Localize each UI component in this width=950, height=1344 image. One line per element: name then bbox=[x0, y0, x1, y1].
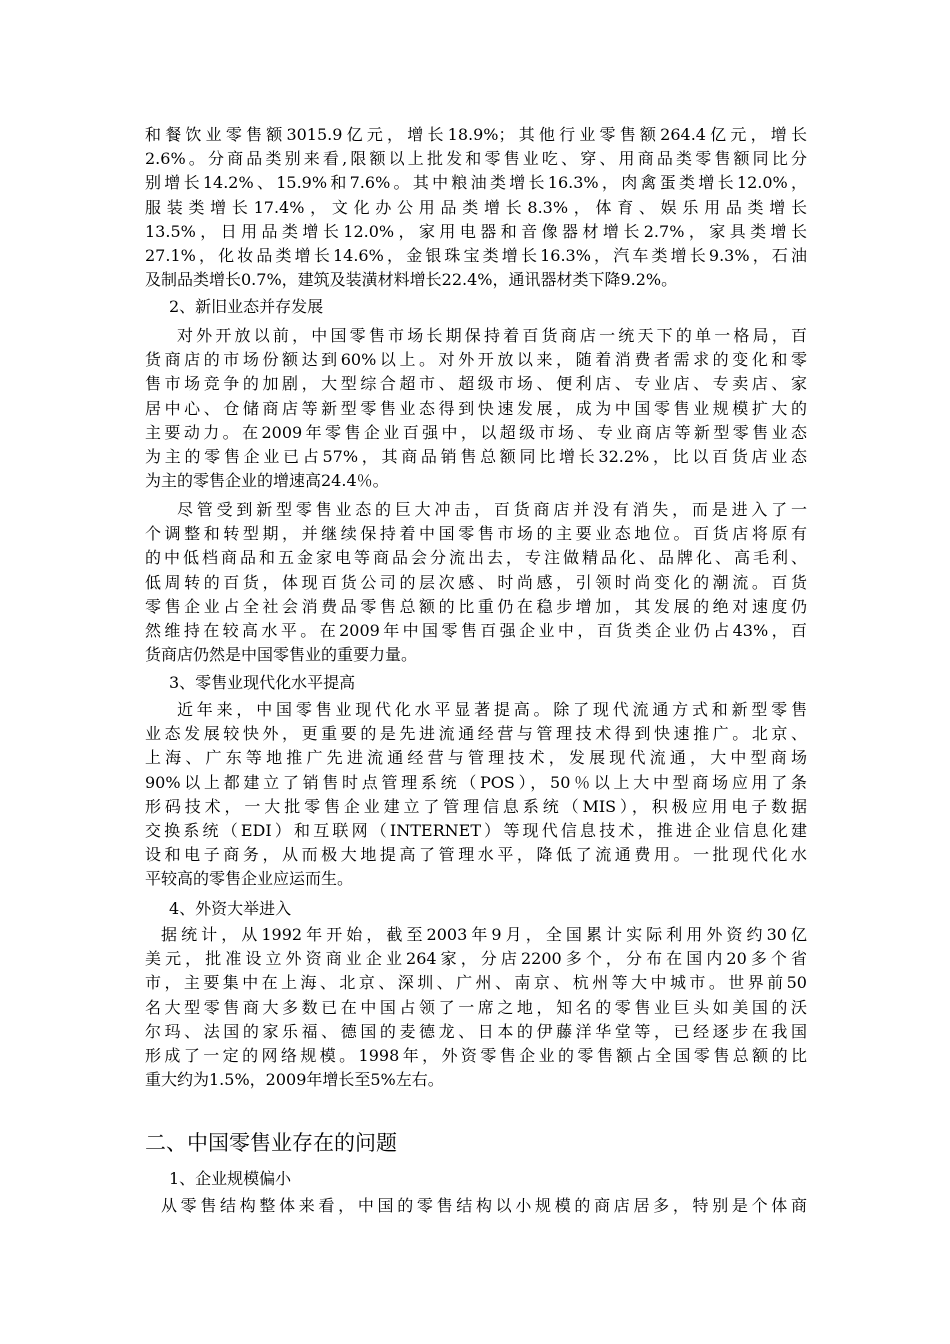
text-line: 90%以上都建立了销售时点管理系统（POS），50％以上大中型商场应用了条 bbox=[145, 772, 807, 792]
section-title-problems: 二、中国零售业存在的问题 bbox=[145, 1131, 397, 1155]
text-line: 及制品类增长0.7%，建筑及装潢材料增长22.4%，通讯器材类下降9.2%。 bbox=[145, 270, 678, 290]
heading-new-old-formats: 2、新旧业态并存发展 bbox=[169, 297, 324, 316]
text-line: 美元，批准设立外资商业企业264家，分店2200多个，分布在国内20多个省 bbox=[145, 949, 807, 969]
text-line: 低周转的百货，体现百货公司的层次感、时尚感，引领时尚变化的潮流。百货 bbox=[145, 572, 807, 592]
text-line: 的中低档商品和五金家电等商品会分流出去，专注做精品化、品牌化、高毛利、 bbox=[145, 548, 807, 568]
text-line: 尽管受到新型零售业态的巨大冲击，百货商店并没有消失，而是进入了一 bbox=[177, 500, 807, 519]
text-line: 货商店仍然是中国零售业的重要力量。 bbox=[145, 645, 418, 665]
text-line: 形码技术，一大批零售企业建立了管理信息系统（MIS），积极应用电子数据 bbox=[145, 796, 807, 816]
text-line: 近年来，中国零售业现代化水平显著提高。除了现代流通方式和新型零售 bbox=[177, 700, 807, 719]
text-line: 交换系统（EDI）和互联网（INTERNET）等现代信息技术，推进企业信息化建 bbox=[145, 821, 807, 841]
paragraph-department-stores bbox=[145, 498, 807, 667]
text-line: 和餐饮业零售额3015.9亿元，增长18.9%；其他行业零售额264.4亿元，增长 bbox=[145, 125, 807, 144]
text-line: 27.1%，化妆品类增长14.6%，金银珠宝类增长16.3%，汽车类增长9.3%，石油 bbox=[145, 246, 807, 266]
heading-modernization: 3、零售业现代化水平提高 bbox=[169, 673, 356, 692]
heading-foreign-investment: 4、外资大举进入 bbox=[169, 899, 292, 918]
text-line: 市，主要集中在上海、北京、深圳、广州、南京、杭州等大中城市。世界前50 bbox=[145, 973, 807, 993]
text-line: 别增长14.2%、15.9%和7.6%。其中粮油类增长16.3%，肉禽蛋类增长12.0%， bbox=[145, 173, 807, 193]
text-line: 从零售结构整体来看，中国的零售结构以小规模的商店居多，特别是个体商 bbox=[161, 1196, 807, 1215]
text-line: 设和电子商务，从而极大地提高了管理水平，降低了流通费用。一批现代化水 bbox=[145, 845, 807, 865]
text-line: 为主的零售企业已占57%，其商品销售总额同比增长32.2%，比以百货店业态 bbox=[145, 447, 807, 467]
text-line: 然维持在较高水平。在2009年中国零售百强企业中，百货类企业仍占43%，百 bbox=[145, 621, 807, 641]
text-line: 居中心、仓储商店等新型零售业态得到快速发展，成为中国零售业规模扩大的 bbox=[145, 398, 807, 418]
text-line: 服装类增长17.4%，文化办公用品类增长8.3%，体育、娱乐用品类增长 bbox=[145, 197, 807, 217]
text-line: 2.6%。分商品类别来看,限额以上批发和零售业吃、穿、用商品类零售额同比分 bbox=[145, 149, 807, 169]
heading-small-scale: 1、企业规模偏小 bbox=[169, 1169, 292, 1188]
text-line: 主要动力。在2009年零售企业百强中，以超级市场、专业商店等新型零售业态 bbox=[145, 422, 807, 442]
text-line: 货商店的市场份额达到60%以上。对外开放以来，随着消费者需求的变化和零 bbox=[145, 350, 807, 370]
text-line: 为主的零售企业的增速高24.4％。 bbox=[145, 471, 389, 491]
text-line: 名大型零售商大多数已在中国占领了一席之地，知名的零售业巨头如美国的沃 bbox=[145, 997, 807, 1017]
paragraph-formats bbox=[145, 324, 807, 493]
text-line: 尔玛、法国的家乐福、德国的麦德龙、日本的伊藤洋华堂等，已经逐步在我国 bbox=[145, 1021, 807, 1041]
text-line: 个调整和转型期，并继续保持着中国零售市场的主要业态地位。百货店将原有 bbox=[145, 524, 807, 544]
paragraph-modernization bbox=[145, 698, 807, 892]
paragraph-small-scale bbox=[145, 1194, 807, 1218]
paragraph-foreign-investment bbox=[145, 923, 807, 1092]
text-line: 13.5%，日用品类增长12.0%，家用电器和音像器材增长2.7%，家具类增长 bbox=[145, 221, 807, 241]
paragraph-retail-growth bbox=[145, 123, 807, 292]
text-line: 对外开放以前，中国零售市场长期保持着百货商店一统天下的单一格局，百 bbox=[177, 326, 807, 345]
text-line: 形成了一定的网络规模。1998年，外资零售企业的零售额占全国零售总额的比 bbox=[145, 1046, 807, 1066]
text-line: 重大约为1.5%，2009年增长至5%左右。 bbox=[145, 1070, 444, 1090]
text-line: 售市场竞争的加剧，大型综合超市、超级市场、便利店、专业店、专卖店、家 bbox=[145, 374, 807, 394]
text-line: 业态发展较快外，更重要的是先进流通经营与管理技术得到快速推广。北京、 bbox=[145, 724, 807, 744]
text-line: 上海、广东等地推广先进流通经营与管理技术，发展现代流通，大中型商场 bbox=[145, 748, 807, 768]
text-line: 据统计，从1992年开始，截至2003年9月，全国累计实际利用外资约30亿 bbox=[161, 925, 807, 944]
text-line: 零售企业占全社会消费品零售总额的比重仍在稳步增加，其发展的绝对速度仍 bbox=[145, 596, 807, 616]
text-line: 平较高的零售企业应运而生。 bbox=[145, 869, 354, 889]
